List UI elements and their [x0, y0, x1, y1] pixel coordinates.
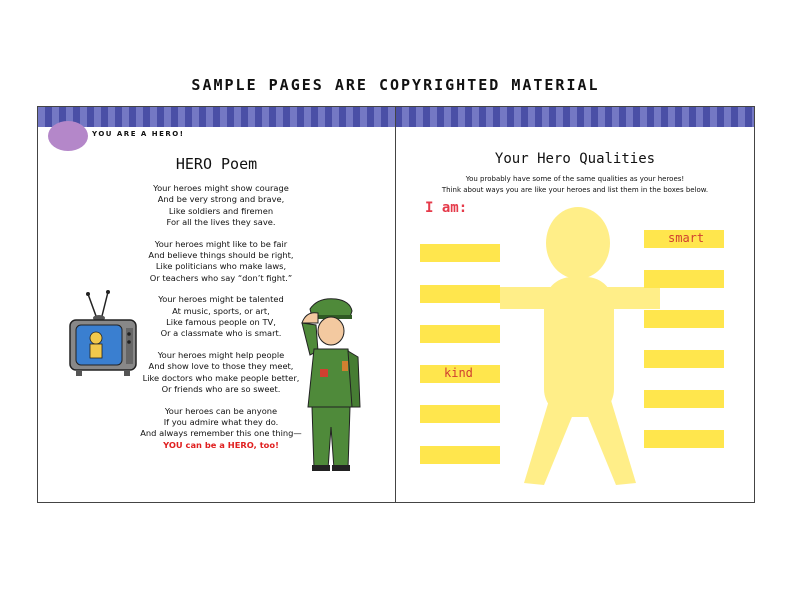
poem-line: And always remember this one thing—: [140, 428, 302, 439]
tv-illustration: [68, 272, 140, 382]
poem-line: Or friends who are so sweet.: [161, 384, 281, 395]
stanza-2: [126, 239, 316, 285]
poem-text: [126, 183, 316, 461]
stanza-3: [126, 294, 316, 340]
poem-line: Or a classmate who is smart.: [160, 328, 282, 339]
stanza-1: [126, 183, 316, 229]
left-page: [38, 127, 395, 502]
poem-line: And show love to those they meet,: [148, 361, 294, 372]
quality-text-kind: kind: [444, 366, 473, 380]
poem-line: Like doctors who make people better,: [142, 372, 300, 383]
quality-text-smart: smart: [668, 231, 705, 245]
poem-line: Your heroes might like to be fair: [154, 238, 288, 249]
quality-box-left-4[interactable]: [420, 365, 500, 383]
person-figure-outline: [500, 207, 660, 487]
poem-line: Your heroes might be talented: [158, 294, 284, 305]
i-am-label: I am:: [425, 200, 468, 216]
soldier-illustration: [296, 297, 366, 472]
quality-box-right-1[interactable]: [644, 230, 724, 248]
quality-box-right-3[interactable]: [644, 310, 724, 328]
poem-final-line: YOU can be a HERO, too!: [163, 439, 279, 450]
quality-box-left-5[interactable]: [420, 405, 500, 423]
quality-box-right-5[interactable]: [644, 390, 724, 408]
poem-line: Like soldiers and firemen: [168, 205, 274, 216]
section-label: YOU ARE A HERO!: [92, 130, 185, 138]
poem-line: And be very strong and brave,: [157, 194, 285, 205]
qualities-subtitle: [396, 174, 754, 196]
poem-line: Or teachers who say “don’t fight.”: [149, 272, 293, 283]
poem-line: For all the lives they save.: [166, 217, 276, 228]
poem-line: Your heroes might help people: [157, 349, 285, 360]
poem-line: And believe things should be right,: [148, 250, 294, 261]
quality-box-left-1[interactable]: [420, 244, 500, 262]
header-stripe: [38, 107, 754, 127]
quality-box-left-2[interactable]: [420, 285, 500, 303]
right-page: [396, 127, 754, 502]
quality-box-right-2[interactable]: [644, 270, 724, 288]
poem-line: At music, sports, or art,: [172, 305, 270, 316]
poem-line: If you admire what they do.: [163, 416, 279, 427]
quality-box-left-6[interactable]: [420, 446, 500, 464]
stanza-4: [126, 350, 316, 396]
book-spread: [37, 106, 755, 503]
stanza-5: [126, 406, 316, 452]
quality-box-right-4[interactable]: [644, 350, 724, 368]
copyright-banner: SAMPLE PAGES ARE COPYRIGHTED MATERIAL: [191, 76, 600, 94]
poem-line: Your heroes might show courage: [153, 183, 289, 193]
poem-title: HERO Poem: [175, 155, 258, 173]
poem-line: Like politicians who make laws,: [155, 261, 287, 272]
quality-box-left-3[interactable]: [420, 325, 500, 343]
header-circle: [48, 121, 88, 151]
qualities-title: Your Hero Qualities: [494, 151, 656, 167]
subtitle-line-1: You probably have some of the same qualities as your heroes!: [465, 175, 685, 183]
quality-box-right-6[interactable]: [644, 430, 724, 448]
poem-line: Your heroes can be anyone: [164, 405, 278, 416]
subtitle-line-2: Think about ways you are like your heroes and list them in the boxes below.: [441, 186, 709, 194]
poem-line: Like famous people on TV,: [166, 317, 276, 328]
